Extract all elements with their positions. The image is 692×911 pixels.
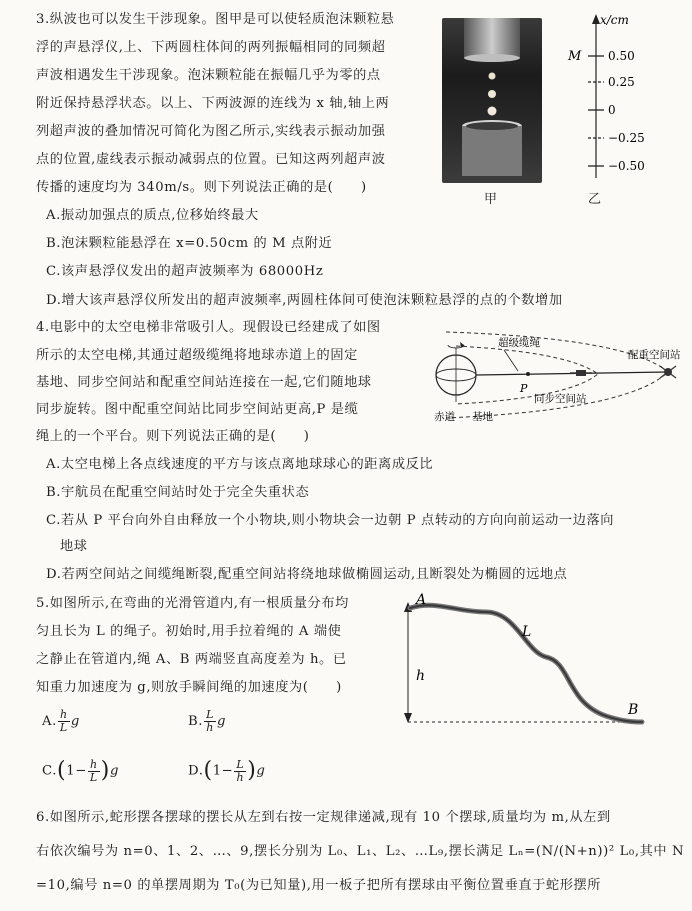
space-elevator-diagram <box>428 318 690 440</box>
q6-line-2: 右依次编号为 n=0、1、2、…、9,摆长分别为 L₀、L₁、L₂、…L₉,摆长满足 Lₙ=(N/(N+n))² L₀,其中 N <box>36 844 685 859</box>
q5-option-b: B. $\frac{L}{h}$ g <box>188 708 227 734</box>
point-p-label: P <box>520 382 528 395</box>
q3-line-5: 列超声波的叠加情况可简化为图乙所示,实线表示振动加强 <box>36 124 386 139</box>
counterweight-label: 配重空间站 <box>628 349 681 361</box>
q3-line-6: 点的位置,虚线表示振动减弱点的位置。已知这两列超声波 <box>36 152 386 167</box>
tick-050: 0.50 <box>608 49 635 63</box>
q4-option-d: D.若两空间站之间缆绳断裂,配重空间站将绕地球做椭圆运动,且断裂处为椭圆的远地点 <box>46 567 568 582</box>
q3-line-3: 声波相遇发生干涉现象。泡沫颗粒能在振幅几乎为零的点 <box>36 68 381 83</box>
tick-neg050: −0.50 <box>608 159 645 173</box>
q4-option-b: B.宇航员在配重空间站时处于完全失重状态 <box>46 485 310 500</box>
q3-line-7: 传播的速度均为 340m/s。则下列说法正确的是( ) <box>36 180 367 195</box>
q4-line-5: 绳上的一个平台。则下列说法正确的是( ) <box>36 429 310 444</box>
q5-line-1: 5.如图所示,在弯曲的光滑管道内,有一根质量分布均 <box>36 596 349 611</box>
q5-line-2: 匀且长为 L 的绳子。初始时,用手拉着绳的 A 端使 <box>36 624 342 639</box>
geo-station-icon <box>570 370 592 376</box>
point-m-label: M <box>568 49 582 64</box>
q4-option-c: C.若从 P 平台向外自由释放一个小物块,则小物块会一边朝 P 点转动的方向向前运动一边落向 <box>46 513 615 528</box>
q5-line-3: 之静止在管道内,绳 A、B 两端竖直高度差为 h。已 <box>36 652 347 667</box>
rope-end-b-label: B <box>628 702 639 718</box>
axis-label: x/cm <box>600 13 629 27</box>
q4-line-1: 4.电影中的太空电梯非常吸引人。现假设已经建成了如图 <box>36 320 381 335</box>
rope-tube-diagram <box>396 592 660 728</box>
q5-option-d: D.(1− $\frac{L}{h}$ )g <box>188 757 266 784</box>
rope-length-label: L <box>522 624 532 640</box>
q3-line-1: 3.纵波也可以发生干涉现象。图甲是可以使轻质泡沫颗粒悬 <box>36 12 395 27</box>
fig-yi-label: 乙 <box>588 192 602 207</box>
q6-line-1: 6.如图所示,蛇形摆各摆球的摆长从左到右按一定规律递减,现有 10 个摆球,质量均为 m,从左到 <box>36 810 611 825</box>
q3-option-d: D.增大该声悬浮仪所发出的超声波频率,两圆柱体间可使泡沫颗粒悬浮的点的个数增加 <box>46 293 563 308</box>
tick-neg025: −0.25 <box>608 131 645 145</box>
q4-line-3: 基地、同步空间站和配重空间站连接在一起,它们随地球 <box>36 375 372 390</box>
levitator-photo <box>442 18 542 183</box>
q5-line-4: 知重力加速度为 g,则放手瞬间绳的加速度为( ) <box>36 680 342 695</box>
q4-line-2: 所示的太空电梯,其通过超级缆绳将地球赤道上的固定 <box>36 348 358 363</box>
tick-025: 0.25 <box>608 75 635 89</box>
equator-label: 赤道 <box>434 411 455 423</box>
q3-option-b: B.泡沫颗粒能悬浮在 x=0.50cm 的 M 点附近 <box>46 236 333 251</box>
fig-jia-label: 甲 <box>484 192 498 207</box>
q4-line-4: 同步旋转。图中配重空间站比同步空间站更高,P 是缆 <box>36 402 359 417</box>
q6-line-3: =10,编号 n=0 的单摆周期为 T₀(为已知量),用一板子把所有摆球由平衡位置垂直于蛇形摆所 <box>36 878 602 893</box>
q4-option-a: A.太空电梯上各点线速度的平方与该点离地球球心的距离成反比 <box>46 457 434 472</box>
q4-option-c-cont: 地球 <box>60 539 88 554</box>
levitator-drawing <box>442 18 542 183</box>
height-label: h <box>416 668 426 684</box>
x-axis-figure <box>560 10 680 190</box>
tick-0: 0 <box>608 103 616 117</box>
q3-option-a: A.振动加强点的质点,位移始终最大 <box>46 208 259 223</box>
q5-option-a: A. $\frac{h}{L}$ g <box>42 708 80 734</box>
q3-option-c: C.该声悬浮仪发出的超声波频率为 68000Hz <box>46 264 324 279</box>
q3-line-4: 附近保持悬浮状态。以上、下两波源的连线为 x 轴,轴上两 <box>36 96 390 111</box>
q5-option-c: C.(1− $\frac{h}{L}$ )g <box>42 757 119 784</box>
q3-line-2: 浮的声悬浮仪,上、下两圆柱体间的两列振幅相同的同频超 <box>36 40 386 55</box>
base-label: 基地 <box>472 411 493 423</box>
cable-label: 超级缆绳 <box>498 337 540 349</box>
rope-end-a-label: A <box>416 592 427 608</box>
geo-station-label: 同步空间站 <box>534 393 587 405</box>
